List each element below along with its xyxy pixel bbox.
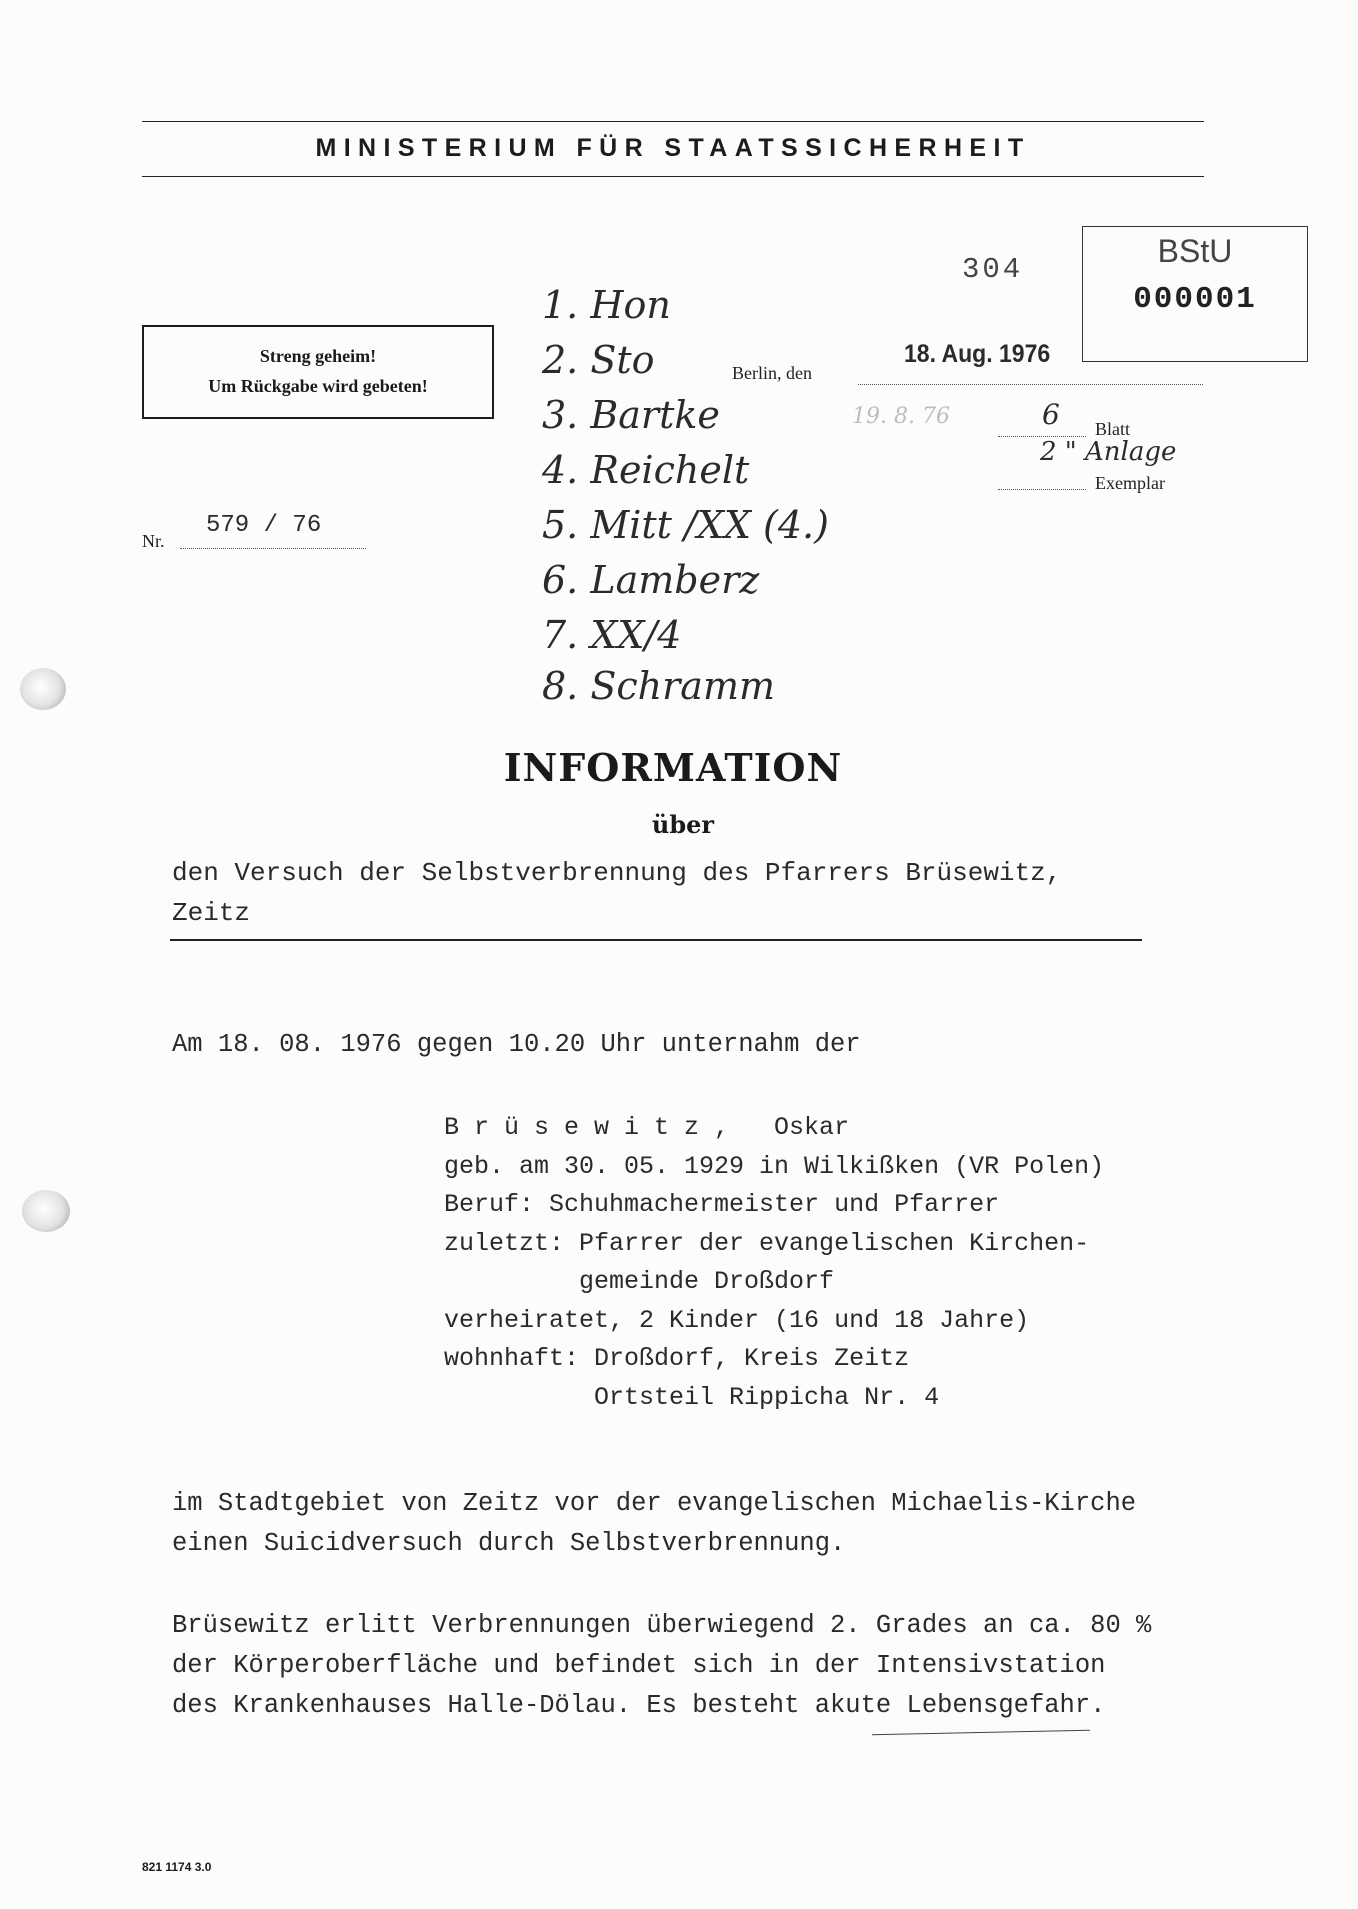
person-line: B r ü s e w i t z , Oskar xyxy=(444,1113,850,1142)
form-number: 821 1174 3.0 xyxy=(142,1860,212,1874)
person-line: gemeinde Droßdorf xyxy=(444,1267,835,1296)
date-dotted-line xyxy=(858,384,1203,385)
reference-label: Nr. xyxy=(142,531,165,551)
distribution-item: 7. XX/4 xyxy=(542,613,682,657)
paragraph-line: einen Suicidversuch durch Selbstverbrennung. xyxy=(172,1529,846,1558)
subject-line-1: den Versuch der Selbstverbrennung des Pfarrers Brüsewitz, xyxy=(172,858,1062,888)
handwritten-underline xyxy=(872,1730,1090,1736)
document-title-over: über xyxy=(651,810,715,839)
distribution-item: 6. Lamberz xyxy=(542,558,760,602)
sheet-count: 6 xyxy=(1042,398,1060,431)
intro-line: Am 18. 08. 1976 gegen 10.20 Uhr unternahm der xyxy=(172,1030,861,1059)
archive-stamp-number: 000001 xyxy=(1133,282,1257,317)
reference-value: 579 / 76 xyxy=(206,512,322,539)
stamped-date: 18. Aug. 1976 xyxy=(904,340,1051,368)
classification-line1: Streng geheim! xyxy=(259,346,377,366)
person-block xyxy=(444,1109,1104,1417)
paragraph-1 xyxy=(172,1484,1136,1564)
subject-underline xyxy=(170,939,1142,941)
reference-dotted-line xyxy=(180,548,366,549)
distribution-item: 8. Schramm xyxy=(542,664,776,708)
person-line: Beruf: Schuhmachermeister und Pfarrer xyxy=(444,1190,1000,1219)
classification-box xyxy=(142,325,494,419)
sheet-label: Blatt xyxy=(1095,419,1130,439)
distribution-item: 4. Reichelt xyxy=(542,448,750,492)
copy-label: Exemplar xyxy=(1095,473,1165,493)
person-line: geb. am 30. 05. 1929 in Wilkißken (VR Polen) xyxy=(444,1151,1105,1181)
archive-stamp xyxy=(1082,226,1308,362)
handwritten-date: 19. 8. 76 xyxy=(852,404,950,429)
paragraph-line: des Krankenhauses Halle-Dölau. Es besteht akute Lebensgefahr. xyxy=(172,1691,1106,1720)
distribution-item: 2. Sto xyxy=(542,338,655,382)
classification-line2: Um Rückgabe wird gebeten! xyxy=(208,376,428,396)
paragraph-2 xyxy=(172,1606,1151,1726)
distribution-item: 3. Bartke xyxy=(542,393,720,437)
letterhead-title: MINISTERIUM FÜR STAATSSICHERHEIT xyxy=(315,134,1031,162)
paragraph-line: der Körperoberfläche und befindet sich in der Intensivstation xyxy=(172,1651,1106,1680)
punch-hole-bottom xyxy=(22,1190,70,1232)
person-line: verheiratet, 2 Kinder (16 und 18 Jahre) xyxy=(444,1305,1030,1335)
paragraph-line: im Stadtgebiet von Zeitz vor der evangelischen Michaelis-Kirche xyxy=(172,1489,1137,1518)
letterhead-top-rule xyxy=(142,121,1204,122)
document-title: INFORMATION xyxy=(503,745,843,790)
date-label: Berlin, den xyxy=(732,363,812,383)
subject-line-2: Zeitz xyxy=(172,898,251,928)
letterhead-bottom-rule xyxy=(142,176,1204,177)
copy-dotted-line xyxy=(998,489,1086,490)
person-line: zuletzt: Pfarrer der evangelischen Kirchen- xyxy=(444,1228,1090,1258)
copy-count: 2 " Anlage xyxy=(1040,437,1177,467)
punch-hole-top xyxy=(20,668,66,710)
page-stamp: 304 xyxy=(962,253,1024,286)
distribution-item: 5. Mitt /XX (4.) xyxy=(542,503,829,547)
distribution-item: 1. Hon xyxy=(542,283,671,327)
person-line: Ortsteil Rippicha Nr. 4 xyxy=(444,1382,940,1412)
person-line: wohnhaft: Droßdorf, Kreis Zeitz xyxy=(444,1344,910,1373)
paragraph-line: Brüsewitz erlitt Verbrennungen überwiegend 2. Grades an ca. 80 % xyxy=(172,1611,1152,1640)
archive-stamp-label: BStU xyxy=(1157,233,1233,269)
